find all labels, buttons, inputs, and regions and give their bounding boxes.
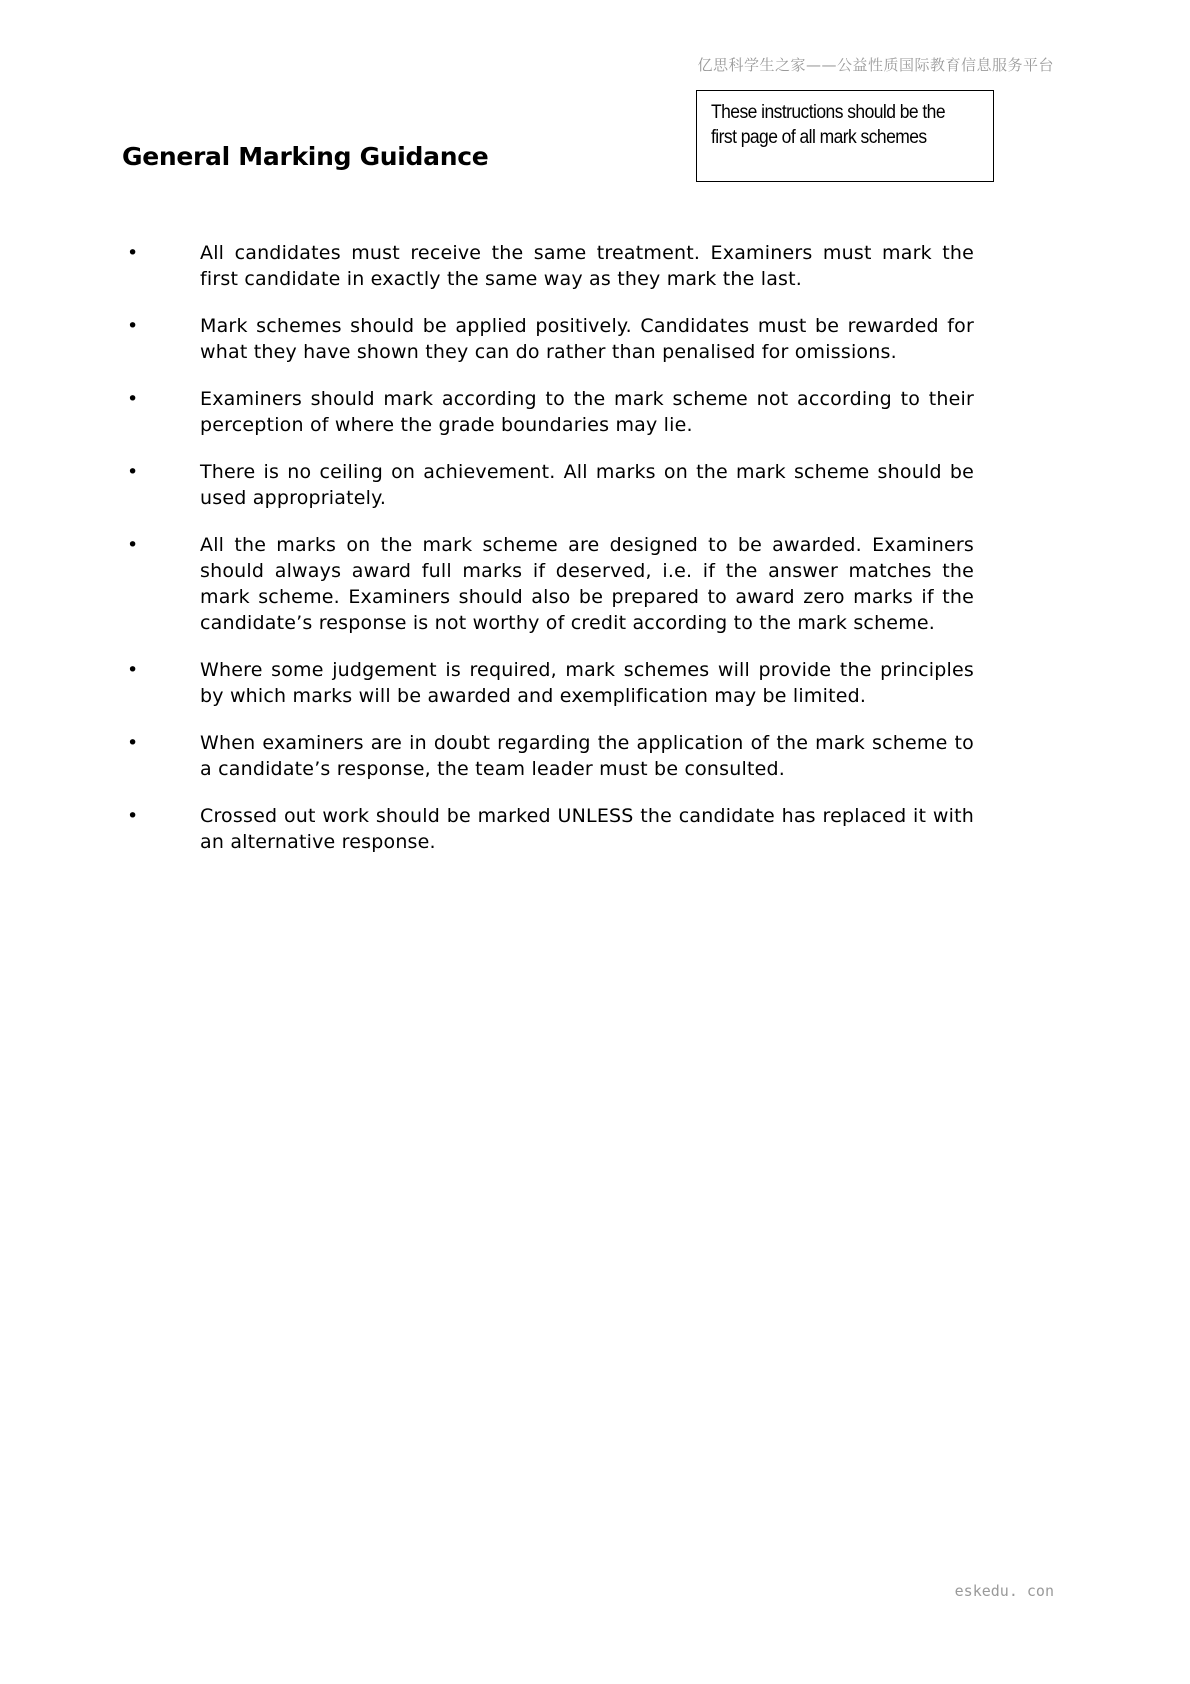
list-item xyxy=(122,532,974,636)
note-line-1: These instructions should be the xyxy=(711,102,946,123)
bullet-icon: • xyxy=(127,534,139,556)
guidance-list xyxy=(122,240,974,876)
list-item xyxy=(122,313,974,365)
bullet-icon: • xyxy=(127,659,139,681)
bullet-icon: • xyxy=(127,242,139,264)
bullet-icon: • xyxy=(127,388,139,410)
list-item xyxy=(122,459,974,511)
bullet-icon: • xyxy=(127,461,139,483)
bullet-icon: • xyxy=(127,732,139,754)
list-item-text: Where some judgement is required, mark schemes will provide the principles by which marks will be awarded and exemplification may be limited. xyxy=(200,659,974,707)
header-watermark: 亿思科学生之家——公益性质国际教育信息服务平台 xyxy=(697,56,1054,74)
list-item-text: Crossed out work should be marked UNLESS the candidate has replaced it with an alternative response. xyxy=(200,805,974,853)
instruction-note-box xyxy=(696,90,994,182)
list-item xyxy=(122,803,974,855)
list-item-text: When examiners are in doubt regarding the application of the mark scheme to a candidate’s response, the team leader must be consulted. xyxy=(200,732,974,780)
list-item-text: There is no ceiling on achievement. All marks on the mark scheme should be used appropriately. xyxy=(200,461,974,509)
list-item xyxy=(122,240,974,292)
list-item-text: Examiners should mark according to the mark scheme not according to their perception of where the grade boundaries may lie. xyxy=(200,388,974,436)
list-item xyxy=(122,386,974,438)
list-item-text: Mark schemes should be applied positively. Candidates must be rewarded for what they have shown they can do rather than penalised for omissions. xyxy=(200,315,974,363)
footer-site-mark: eskedu. con xyxy=(954,1582,1054,1600)
list-item xyxy=(122,730,974,782)
note-line-2: first page of all mark schemes xyxy=(711,127,927,148)
list-item-text: All candidates must receive the same treatment. Examiners must mark the first candidate in exactly the same way as they mark the last. xyxy=(200,242,974,290)
list-item xyxy=(122,657,974,709)
bullet-icon: • xyxy=(127,315,139,337)
bullet-icon: • xyxy=(127,805,139,827)
list-item-text: All the marks on the mark scheme are designed to be awarded. Examiners should always award full marks if deserved, i.e. if the answer matches the mark scheme. Examiners should also be prepared to award zero marks if the candidate’s response is not worthy of credit according to the mark scheme. xyxy=(200,534,974,634)
page-title: General Marking Guidance xyxy=(122,142,489,171)
